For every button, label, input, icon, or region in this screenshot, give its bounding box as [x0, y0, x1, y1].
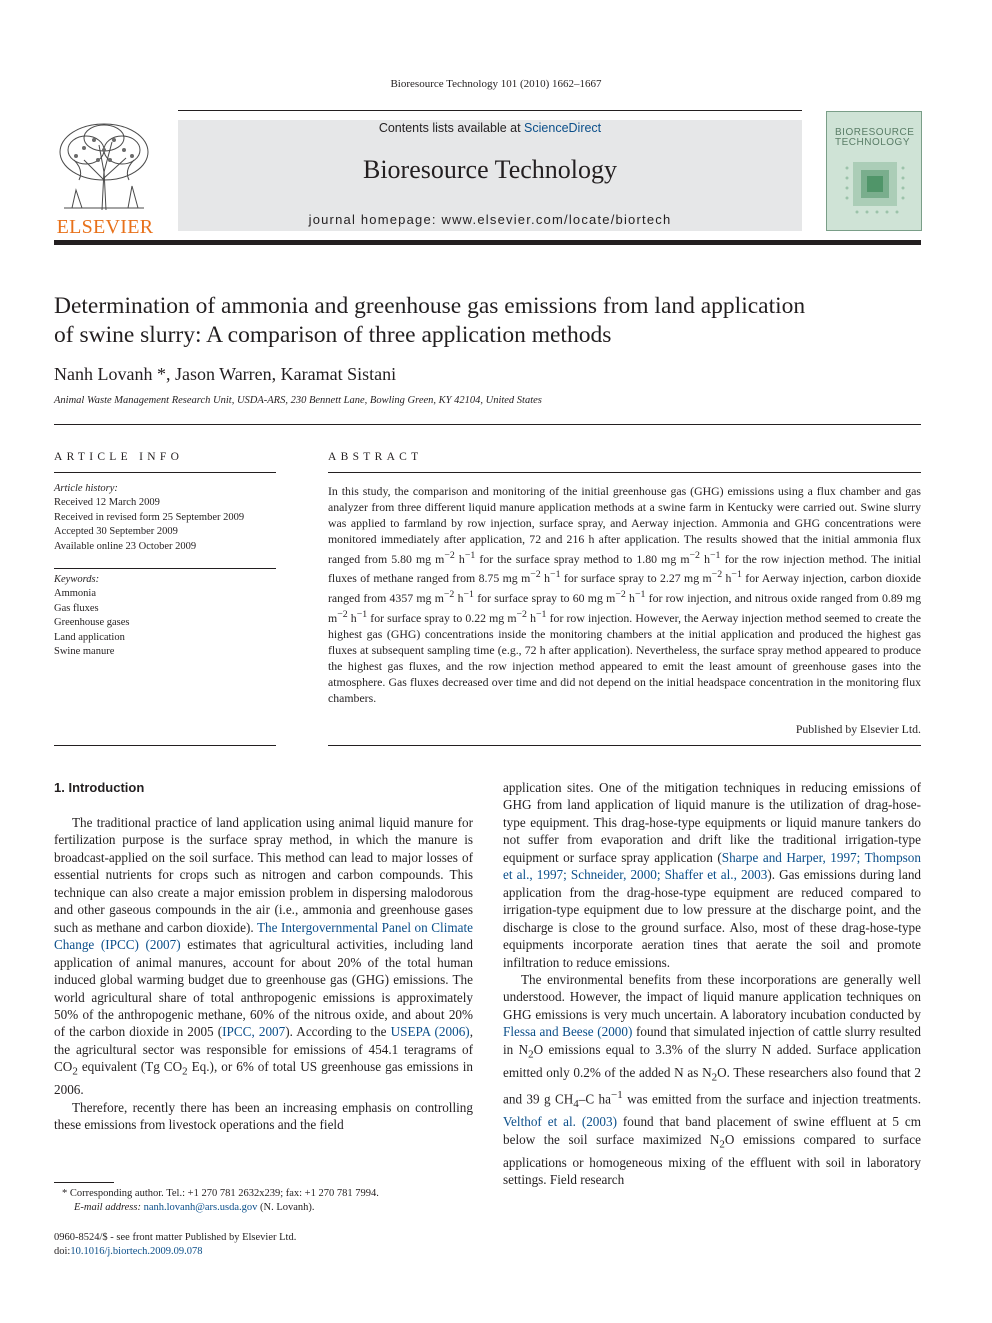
authors: Nanh Lovanh *, Jason Warren, Karamat Sistani	[54, 364, 397, 384]
issn-line: 0960-8524/$ - see front matter Published by Elsevier Ltd.	[54, 1232, 297, 1243]
elsevier-logo	[54, 120, 156, 238]
cover-title-line2: TECHNOLOGY	[835, 137, 911, 148]
journal-reference: Bioresource Technology 101 (2010) 1662–1667	[390, 78, 602, 90]
keyword-item: Ammonia	[54, 588, 96, 600]
paragraph: application sites. One of the mitigation techniques in reducing emissions of GHG from land application of liquid manure is the utilization of drag-hose-type equipment. This drag-hose-type equipments or liquid manure tankers do not suffer from evaporation and drift like the traditional irrigation-type equipment or surface spray application (Sharpe and Harper, 1997; Thompson et al., 1997; Schneider, 2000; Shaffer et al., 2003). Gas emissions during land application from the drag-hose-type equipment are reduced compared to irrigation-type equipment due to low pressure at the discharge point, and the discharge is close to the ground surface. Also, most of these drag-hose-type equipments incorporate aeration tines that aerate the soil and promote infiltration to reduce emissions.	[503, 780, 922, 970]
abstract-text: In this study, the comparison and monitoring of the initial greenhouse gas (GHG) emissions using a flux chamber and gas analyzer from three different liquid manure application methods at a swine farm in Kentucky were carried out. Swine slurry was applied to farmland by row injection, surface spray, and Aerway injection. Ammonia and GHG concentrations were monitored immediately after application, 72 and 216 h after application. The results showed that the initial ammonia flux ranged from 5.80 mg $m^{-2}$ $h^{-1}$ for the surface spray method to 1.80 mg $m^{-2}$ $h^{-1}$ for the row injection method. The initial fluxes of methane ranged from 8.75 mg $m^{-2}$ $h^{-1}$ for surface spray to 2.27 mg $m^{-2}$ $h^{-1}$ for Aerway injection, carbon dioxide ranged from 4357 mg $m^{-2}$ $h^{-1}$ for surface spray to 60 mg $m^{-2}$ $h^{-1}$ for row injection, and nitrous oxide ranged from 0.89 mg $m^{-2}$ $h^{-1}$ for surface spray to 0.22 mg $m^{-2}$ $h^{-1}$ for row injection. However, the Aerway injection method seemed to create the highest gas (GHG) concentrations inside the monitoring chambers at the initial application and produced the highest gas fluxes at subsequent sampling time (e.g., 72 h after application). Nevertheless, the surface spray method appeared to produce the highest gas fluxes, and the row injection method appeared to emit the least amount of greenhouse gases into the atmosphere. Gas fluxes decreased over time and did not depend on the initial headspace concentration in the monitoring flux chambers.	[328, 484, 921, 705]
cover-pattern-icon	[827, 112, 921, 230]
citation-link[interactable]: USEPA (2006)	[390, 1024, 470, 1040]
cover-title-line1: BIORESOURCE	[835, 127, 915, 138]
email-suffix: (N. Lovanh).	[257, 1202, 315, 1213]
elsevier-wordmark: ELSEVIER	[56, 216, 154, 238]
keywords-label: Keywords:	[54, 574, 100, 585]
intro-left-column	[54, 814, 473, 1134]
journal-cover	[826, 111, 922, 231]
history-received: Received 12 March 2009	[54, 497, 160, 509]
title-line-1: Determination of ammonia and greenhouse gas emissions from land application	[54, 293, 806, 319]
abstract-rule	[328, 472, 921, 473]
elsevier-tree-icon	[54, 120, 154, 212]
abstract-bottom-rule	[328, 745, 921, 746]
published-by: Published by Elsevier Ltd.	[795, 722, 921, 736]
article-history	[54, 482, 284, 554]
keyword-item: Gas fluxes	[54, 602, 99, 614]
history-label: Article history:	[54, 483, 118, 494]
paragraph: The environmental benefits from these incorporations are generally well understood. However, the impact of liquid manure application techniques on GHG emissions is very much uncertain. A laboratory incubation conducted by Flessa and Beese (2000) found that simulated injection of cattle slurry resulted in $N_2O$ emissions equal to 3.3% of the slurry N added. Surface application emitted only 0.2% of the added N as $N_2O$. These researchers also found that 2 and 39 g $CH_4-C$ $ha^{-1}$ was emitted from the surface and injection treatments. Velthof et al. (2003) found that band placement of swine effluent at 5 cm below the soil surface maximized $N_2O$ emissions compared to surface applications or homogeneous mixing of the effluent with soil in laboratory settings. Field research	[503, 971, 922, 1188]
keyword-item: Greenhouse gases	[54, 617, 130, 629]
keywords	[54, 573, 276, 659]
article-info-rule	[54, 472, 276, 473]
intro-right-column	[503, 779, 921, 1189]
email-line	[62, 1201, 482, 1215]
front-matter	[54, 1231, 474, 1259]
article-info-heading: ARTICLE INFO	[54, 451, 184, 463]
masthead-rule	[54, 240, 921, 245]
citation-link[interactable]: The Intergovernmental Panel on Climate Change (IPCC) (2007)	[54, 919, 473, 953]
keyword-item: Swine manure	[54, 646, 115, 658]
affiliation: Animal Waste Management Research Unit, USDA-ARS, 230 Bennett Lane, Bowling Green, KY 42104, United States	[54, 395, 542, 406]
history-accepted: Accepted 30 September 2009	[54, 526, 178, 538]
citation-link[interactable]: Flessa and Beese (2000)	[503, 1024, 633, 1040]
keywords-rule	[54, 568, 276, 569]
journal-name: Bioresource Technology	[362, 155, 618, 184]
title-line-2: of swine slurry: A comparison of three application methods	[54, 322, 612, 348]
footnote	[62, 1187, 482, 1215]
article-title	[54, 292, 924, 350]
doi-line	[54, 1245, 474, 1259]
header-rule	[178, 110, 802, 111]
section-heading-introduction: 1. Introduction	[54, 780, 145, 795]
doi-label: doi:	[54, 1246, 71, 1257]
info-top-rule	[54, 424, 921, 425]
citation-link[interactable]: Velthof et al. (2003)	[503, 1114, 617, 1130]
journal-homepage[interactable]: journal homepage: www.elsevier.com/locate/biortech	[308, 212, 672, 227]
email-label: E-mail address:	[74, 1202, 141, 1213]
doi-link[interactable]: 10.1016/j.biortech.2009.09.078	[70, 1246, 203, 1257]
email-link[interactable]: nanh.lovanh@ars.usda.gov	[143, 1202, 258, 1213]
contents-line	[178, 121, 802, 135]
corresponding-author: * Corresponding author. Tel.: +1 270 781 2632x239; fax: +1 270 781 7994.	[62, 1188, 379, 1199]
info-bottom-rule	[54, 745, 276, 746]
paragraph: Therefore, recently there has been an increasing emphasis on controlling these emissions from livestock operations and the field	[54, 1099, 473, 1133]
contents-label: Contents lists available at	[378, 121, 525, 135]
keyword-item: Land application	[54, 631, 125, 643]
history-revised: Received in revised form 25 September 2009	[54, 511, 245, 523]
abstract-heading: ABSTRACT	[328, 451, 423, 463]
paragraph: The traditional practice of land application using animal liquid manure for fertilization purpose is the surface spray method, in which the manure is broadcast-applied on the soil surface. This method can lead to major losses of essential nutrients for crops such as nitrogen and carbon compounds. This technique can also create a major emission problem in dispersing malodorous and other gaseous compounds in the air (i.e., ammonia and greenhouse gases such as methane and carbon dioxide). The Intergovernmental Panel on Climate Change (IPCC) (2007) estimates that agricultural activities, including land application of animal manures, account for about 20% of the total human induced global warming budget due to greenhouse gas (GHG) emissions. The world agricultural share of total anthropogenic emissions is approximately 50% of the anthropogenic methane, 60% of the nitrous oxide, and about 20% of the carbon dioxide in 2005 (IPCC, 2007). According to the USEPA (2006), the agricultural sector was responsible for emissions of 454.1 teragrams of $CO_2$ equivalent (Tg $CO_2$ Eq.), or 6% of total US greenhouse gas emissions in 2006.	[54, 815, 473, 1098]
footnote-rule	[54, 1182, 114, 1183]
history-online: Available online 23 October 2009	[54, 540, 197, 552]
citation-link[interactable]: IPCC, 2007	[222, 1024, 286, 1040]
citation-link[interactable]: Sharpe and Harper, 1997; Thompson et al., 1997; Schneider, 2000; Shaffer et al., 2003	[503, 849, 921, 883]
sciencedirect-link[interactable]: ScienceDirect	[524, 121, 602, 135]
